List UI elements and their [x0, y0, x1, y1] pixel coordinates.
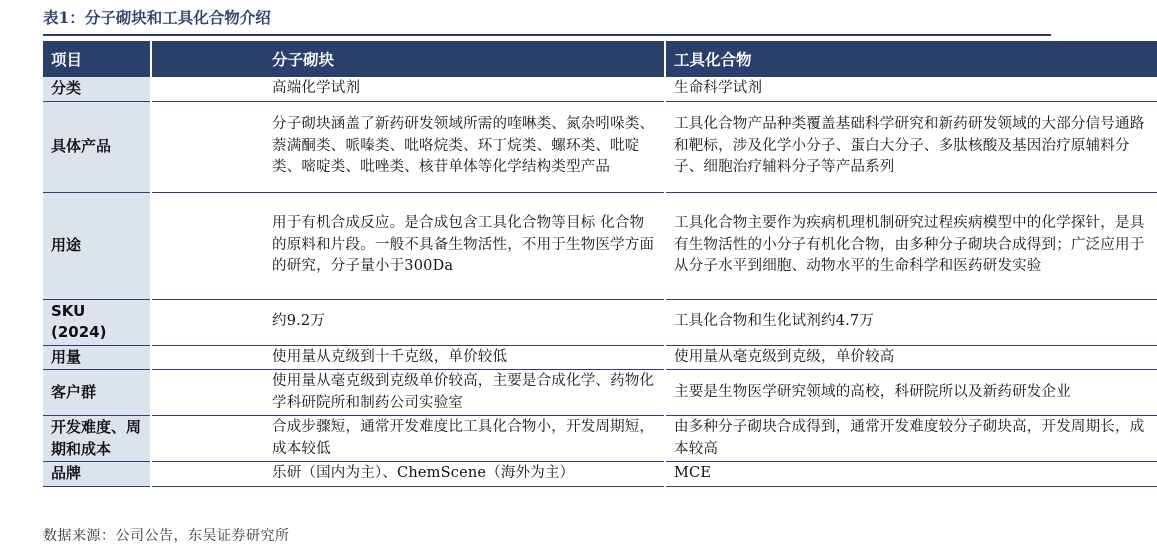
- building-blocks-cell: 合成步骤短，通常开发难度比工具化合物小，开发周期短，成本较低: [151, 416, 665, 462]
- building-blocks-cell: 使用量从克级到十千克级，单价较低: [151, 345, 665, 370]
- row-label: 品牌: [43, 462, 151, 487]
- tool-compounds-cell: MCE: [665, 462, 1157, 487]
- building-blocks-cell: 使用量从毫克级到克级单价较高，主要是合成化学、药物化学科研院所和制药公司实验室: [151, 370, 665, 416]
- row-label: 用量: [43, 345, 151, 370]
- row-label: 分类: [43, 77, 151, 101]
- table-row: [43, 345, 1157, 370]
- building-blocks-cell: 高端化学试剂: [151, 77, 665, 101]
- tool-compounds-cell: 由多种分子砌块合成得到，通常开发难度较分子砌块高，开发周期长，成本较高: [665, 416, 1157, 462]
- tool-compounds-cell: 工具化合物产品种类覆盖基础科学研究和新药研发领域的大部分信号通路和靶标，涉及化学小分子、蛋白大分子、多肽核酸及基因治疗原辅料分子、细胞治疗辅料分子等产品系列: [665, 101, 1157, 192]
- tool-compounds-cell: 生命科学试剂: [665, 77, 1157, 101]
- table-title: 表1：分子砌块和工具化合物介绍: [43, 8, 271, 27]
- row-label: 用途: [43, 192, 151, 299]
- row-label: 开发难度、周期和成本: [43, 416, 151, 462]
- row-label: 客户群: [43, 370, 151, 416]
- header-building-blocks: 分子砌块: [151, 41, 665, 77]
- table-row: [43, 416, 1157, 462]
- building-blocks-cell: 分子砌块涵盖了新药研发领域所需的喹啉类、氮杂吲哚类、萘满酮类、哌嗪类、吡咯烷类、环丁烷类、螺环类、吡啶类、嘧啶类、吡唑类、核苷单体等化学结构类型产品: [151, 101, 665, 192]
- tool-compounds-cell: 工具化合物主要作为疾病机理机制研究过程疾病模型中的化学探针，是具有生物活性的小分子有机化合物，由多种分子砌块合成得到；广泛应用于从分子水平到细胞、动物水平的生命科学和医药研发实验: [665, 192, 1157, 299]
- tool-compounds-cell: 工具化合物和生化试剂约4.7万: [665, 299, 1157, 345]
- comparison-table: [43, 41, 1157, 487]
- tool-compounds-cell: 使用量从毫克级到克级，单价较高: [665, 345, 1157, 370]
- table-row: [43, 101, 1157, 192]
- table-row: [43, 299, 1157, 345]
- row-label: SKU (2024): [43, 299, 151, 345]
- table-row: [43, 77, 1157, 101]
- data-source-note: 数据来源：公司公告，东吴证券研究所: [43, 528, 290, 544]
- header-item: 项目: [43, 41, 151, 77]
- building-blocks-cell: 用于有机合成反应。是合成包含工具化合物等目标 化合物的原料和片段。一般不具备生物活性，不用于生物医学方面的研究，分子量小于300Da: [151, 192, 665, 299]
- table-header-row: [43, 41, 1157, 77]
- header-tool-compounds: 工具化合物: [665, 41, 1157, 77]
- table-row: [43, 192, 1157, 299]
- table-row: [43, 370, 1157, 416]
- table-row: [43, 462, 1157, 487]
- building-blocks-cell: 约9.2万: [151, 299, 665, 345]
- building-blocks-cell: 乐研（国内为主）、ChemScene（海外为主）: [151, 462, 665, 487]
- row-label: 具体产品: [43, 101, 151, 192]
- title-divider: [43, 34, 1051, 36]
- tool-compounds-cell: 主要是生物医学研究领域的高校，科研院所以及新药研发企业: [665, 370, 1157, 416]
